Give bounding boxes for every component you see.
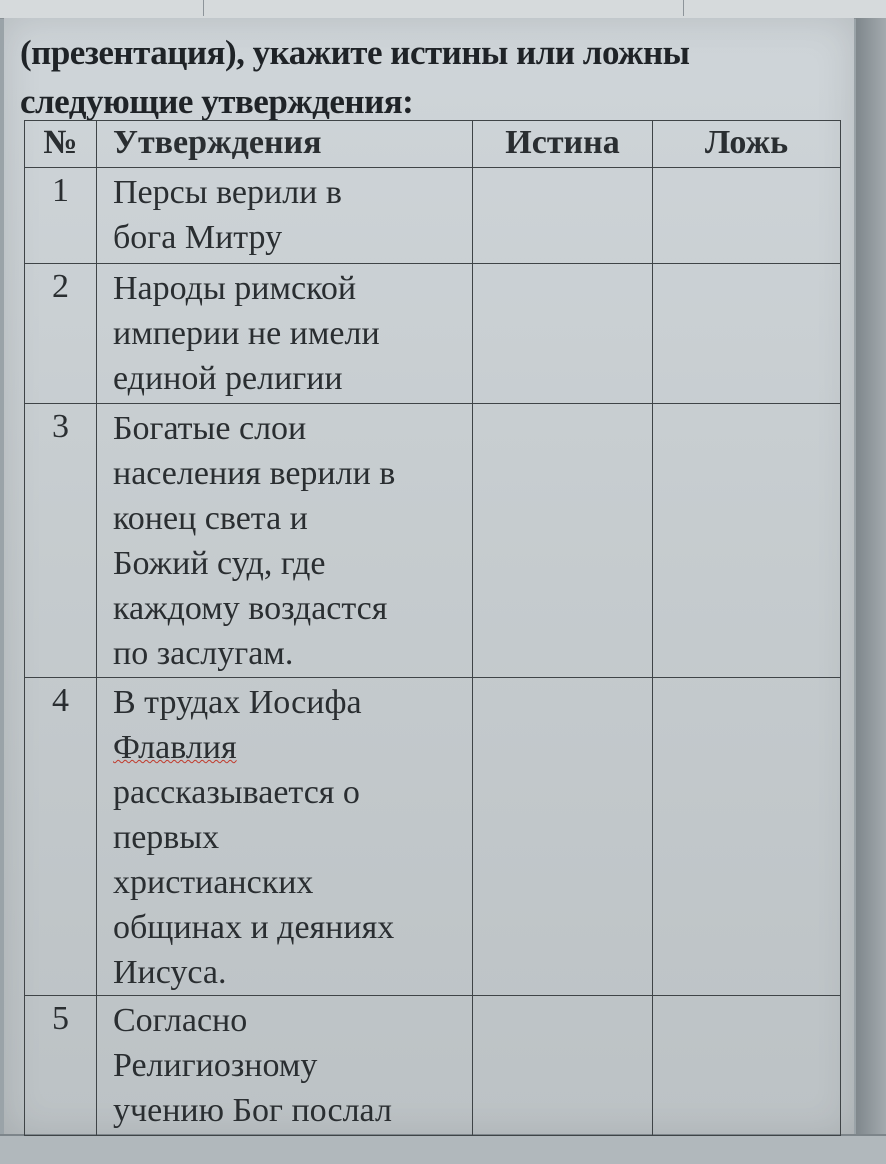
table-header-row — [25, 121, 841, 168]
statement-line: Иисуса. — [113, 954, 227, 991]
statement-line: Божий суд, где — [113, 545, 326, 582]
heading-line-2: следующие утверждения: — [20, 82, 414, 121]
row-number: 2 — [25, 264, 97, 404]
statements-table — [24, 120, 841, 1136]
table-row — [25, 678, 841, 996]
statement-line: единой религии — [113, 360, 343, 397]
false-cell[interactable] — [653, 678, 841, 996]
header-true: Истина — [473, 121, 653, 168]
true-cell[interactable] — [473, 404, 653, 678]
statement-line: населения верили в — [113, 455, 396, 492]
table-row — [25, 168, 841, 264]
scrollbar[interactable] — [856, 18, 886, 1148]
statement-line: общинах и деяниях — [113, 909, 395, 946]
false-cell[interactable] — [653, 404, 841, 678]
row-number: 5 — [25, 996, 97, 1136]
heading-line-1: (презентация), укажите истины или ложны — [20, 33, 690, 72]
false-cell[interactable] — [653, 264, 841, 404]
table-row — [25, 264, 841, 404]
false-cell[interactable] — [653, 996, 841, 1136]
statement-cell — [97, 404, 473, 678]
true-cell[interactable] — [473, 264, 653, 404]
header-statements: Утверждения — [97, 121, 473, 168]
table-row — [25, 404, 841, 678]
statement-line: конец света и — [113, 500, 308, 537]
statement-cell — [97, 678, 473, 996]
true-cell[interactable] — [473, 678, 653, 996]
statement-line: по заслугам. — [113, 635, 294, 672]
statement-line: Народы римской — [113, 270, 357, 307]
ruler-tick — [683, 0, 684, 16]
row-number: 1 — [25, 168, 97, 264]
false-cell[interactable] — [653, 168, 841, 264]
statement-line: учению Бог послал — [113, 1092, 392, 1129]
true-cell[interactable] — [473, 168, 653, 264]
table-row — [25, 996, 841, 1136]
statement-line: Богатые слои — [113, 410, 307, 447]
status-bar — [0, 1134, 886, 1164]
statement-line: первых — [113, 819, 220, 856]
statement-cell — [97, 168, 473, 264]
statement-line: В трудах Иосифа — [113, 684, 362, 721]
statement-line: Согласно — [113, 1002, 248, 1039]
statement-line: Персы верили в — [113, 174, 342, 211]
task-heading — [20, 28, 840, 126]
header-false: Ложь — [653, 121, 841, 168]
statement-line-spellcheck: Флавлия — [113, 729, 237, 766]
true-cell[interactable] — [473, 996, 653, 1136]
statement-cell — [97, 996, 473, 1136]
statement-cell — [97, 264, 473, 404]
statement-line: бога Митру — [113, 219, 283, 256]
statement-line: христианских — [113, 864, 314, 901]
ruler-tick — [203, 0, 204, 16]
row-number: 4 — [25, 678, 97, 996]
statement-line: каждому воздастся — [113, 590, 388, 627]
statement-line: Религиозному — [113, 1047, 318, 1084]
window-top-strip — [0, 0, 886, 19]
statement-line: империи не имели — [113, 315, 380, 352]
header-number: № — [25, 121, 97, 168]
statement-line: рассказывается о — [113, 774, 360, 811]
row-number: 3 — [25, 404, 97, 678]
